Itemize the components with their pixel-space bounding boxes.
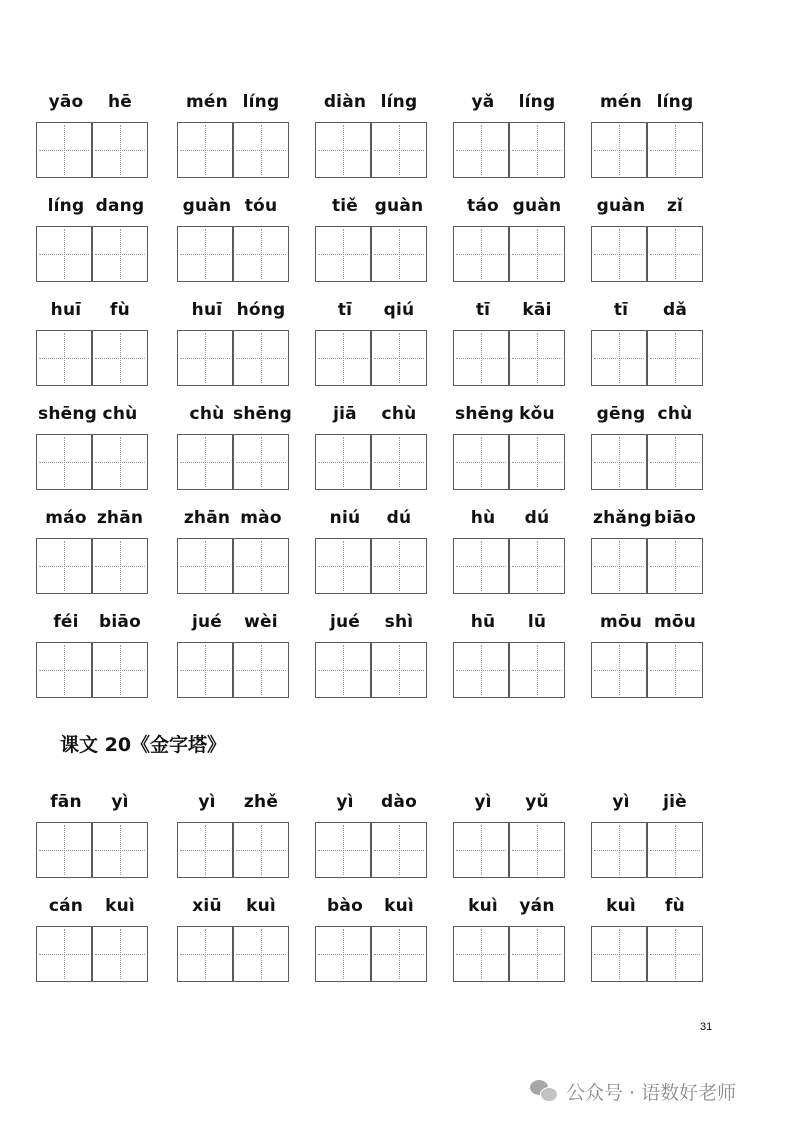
pinyin-syllable: mōu	[599, 612, 643, 632]
writing-box[interactable]	[233, 122, 289, 178]
writing-box[interactable]	[315, 926, 371, 982]
pinyin-syllable: guàn	[512, 196, 562, 216]
watermark	[530, 1076, 736, 1106]
writing-box[interactable]	[647, 330, 703, 386]
pinyin-syllable: yì	[612, 792, 630, 812]
writing-box[interactable]	[591, 122, 647, 178]
pinyin-syllable: cán	[48, 896, 84, 916]
writing-box[interactable]	[647, 434, 703, 490]
pinyin-syllable: biāo	[99, 612, 141, 632]
pinyin-syllable: zhǎng	[593, 508, 652, 528]
writing-box[interactable]	[647, 122, 703, 178]
pinyin-syllable: kuì	[384, 896, 414, 916]
word-cell	[591, 610, 703, 700]
writing-box[interactable]	[453, 642, 509, 698]
writing-box[interactable]	[371, 926, 427, 982]
writing-box[interactable]	[591, 926, 647, 982]
pinyin-syllable: hē	[107, 92, 133, 112]
pinyin-syllable: tiě	[331, 196, 359, 216]
writing-box[interactable]	[92, 822, 148, 878]
pinyin-syllable: líng	[47, 196, 85, 216]
pinyin-syllable: yì	[336, 792, 354, 812]
word-cell	[36, 610, 148, 700]
word-cell	[315, 90, 427, 180]
pinyin-syllable: kǒu	[519, 404, 555, 424]
pinyin-syllable: máo	[45, 508, 87, 528]
writing-box[interactable]	[453, 822, 509, 878]
pinyin-syllable: niú	[329, 508, 361, 528]
pinyin-syllable: dào	[381, 792, 417, 812]
pinyin-syllable: hù	[470, 508, 496, 528]
pinyin-syllable: jué	[191, 612, 223, 632]
pinyin-syllable: yì	[198, 792, 216, 812]
writing-box[interactable]	[177, 822, 233, 878]
pinyin-syllable: líng	[656, 92, 694, 112]
word-cell	[177, 506, 289, 596]
writing-box[interactable]	[371, 122, 427, 178]
word-cell	[591, 506, 703, 596]
writing-box[interactable]	[371, 642, 427, 698]
word-cell	[36, 790, 148, 880]
pinyin-syllable: biāo	[654, 508, 696, 528]
pinyin-syllable: wèi	[244, 612, 278, 632]
watermark-text: 公众号 · 语数好老师	[566, 1081, 737, 1104]
section-title: 课文 20《金字塔》	[60, 734, 227, 756]
word-cell	[315, 194, 427, 284]
writing-box[interactable]	[453, 122, 509, 178]
pinyin-syllable: yāo	[48, 92, 84, 112]
writing-box[interactable]	[453, 434, 509, 490]
writing-box[interactable]	[92, 226, 148, 282]
writing-box[interactable]	[36, 822, 92, 878]
pinyin-syllable: zǐ	[666, 196, 684, 216]
writing-box[interactable]	[371, 330, 427, 386]
pinyin-syllable: féi	[53, 612, 79, 632]
writing-box[interactable]	[92, 642, 148, 698]
word-cell	[591, 894, 703, 984]
pinyin-syllable: yán	[519, 896, 555, 916]
word-cell	[453, 894, 565, 984]
writing-box[interactable]	[509, 434, 565, 490]
pinyin-syllable: guàn	[596, 196, 646, 216]
pinyin-syllable: huī	[191, 300, 223, 320]
writing-box[interactable]	[453, 926, 509, 982]
pinyin-syllable: yì	[111, 792, 129, 812]
word-cell	[315, 790, 427, 880]
writing-box[interactable]	[591, 538, 647, 594]
pinyin-syllable: mén	[600, 92, 642, 112]
pinyin-syllable: xiū	[192, 896, 222, 916]
word-cell	[36, 894, 148, 984]
writing-box[interactable]	[647, 642, 703, 698]
pinyin-syllable: jiā	[333, 404, 357, 424]
pinyin-syllable: guàn	[374, 196, 424, 216]
writing-box[interactable]	[92, 122, 148, 178]
writing-box[interactable]	[453, 538, 509, 594]
pinyin-syllable: kuì	[105, 896, 135, 916]
writing-box[interactable]	[509, 122, 565, 178]
word-cell	[591, 194, 703, 284]
pinyin-syllable: yǔ	[525, 792, 549, 812]
writing-box[interactable]	[509, 538, 565, 594]
pinyin-syllable: líng	[242, 92, 280, 112]
writing-box[interactable]	[647, 538, 703, 594]
pinyin-syllable: yǎ	[471, 92, 495, 112]
pinyin-syllable: zhān	[96, 508, 144, 528]
writing-box[interactable]	[177, 122, 233, 178]
word-cell	[315, 894, 427, 984]
writing-box[interactable]	[233, 642, 289, 698]
pinyin-syllable: chù	[381, 404, 417, 424]
writing-box[interactable]	[36, 330, 92, 386]
writing-box[interactable]	[92, 434, 148, 490]
writing-box[interactable]	[509, 642, 565, 698]
writing-box[interactable]	[36, 226, 92, 282]
word-cell	[36, 298, 148, 388]
word-cell	[591, 90, 703, 180]
pinyin-syllable: fù	[110, 300, 130, 320]
word-cell	[315, 506, 427, 596]
writing-box[interactable]	[233, 330, 289, 386]
writing-box[interactable]	[315, 538, 371, 594]
word-cell	[591, 790, 703, 880]
pinyin-syllable: líng	[518, 92, 556, 112]
writing-box[interactable]	[177, 434, 233, 490]
pinyin-syllable: kuì	[246, 896, 276, 916]
writing-box[interactable]	[371, 538, 427, 594]
pinyin-syllable: kuì	[468, 896, 498, 916]
writing-box[interactable]	[315, 330, 371, 386]
writing-box[interactable]	[315, 642, 371, 698]
word-cell	[591, 298, 703, 388]
writing-box[interactable]	[647, 926, 703, 982]
pinyin-syllable: tī	[475, 300, 491, 320]
pinyin-syllable: shēng	[38, 404, 98, 424]
word-cell	[453, 610, 565, 700]
word-cell	[177, 790, 289, 880]
word-cell	[36, 194, 148, 284]
pinyin-syllable: líng	[380, 92, 418, 112]
writing-box[interactable]	[233, 926, 289, 982]
word-cell	[36, 402, 148, 492]
word-cell	[177, 610, 289, 700]
writing-box[interactable]	[371, 226, 427, 282]
writing-box[interactable]	[509, 926, 565, 982]
writing-box[interactable]	[453, 226, 509, 282]
pinyin-syllable: fān	[50, 792, 82, 812]
writing-box[interactable]	[315, 122, 371, 178]
word-cell	[453, 506, 565, 596]
pinyin-syllable: kāi	[522, 300, 552, 320]
writing-box[interactable]	[36, 434, 92, 490]
pinyin-syllable: zhān	[183, 508, 231, 528]
pinyin-syllable: dǎ	[662, 300, 688, 320]
word-cell	[36, 506, 148, 596]
writing-box[interactable]	[233, 226, 289, 282]
writing-box[interactable]	[36, 642, 92, 698]
pinyin-syllable: huī	[50, 300, 82, 320]
page-number: 31	[700, 1021, 713, 1033]
pinyin-syllable: chù	[102, 404, 138, 424]
pinyin-syllable: jiè	[663, 792, 687, 812]
writing-box[interactable]	[591, 226, 647, 282]
word-cell	[177, 194, 289, 284]
writing-box[interactable]	[315, 822, 371, 878]
pinyin-syllable: kuì	[606, 896, 636, 916]
word-cell	[177, 90, 289, 180]
writing-box[interactable]	[591, 330, 647, 386]
pinyin-syllable: mén	[186, 92, 228, 112]
word-cell	[315, 402, 427, 492]
pinyin-syllable: dang	[95, 196, 145, 216]
writing-box[interactable]	[233, 538, 289, 594]
pinyin-syllable: bào	[327, 896, 363, 916]
pinyin-syllable: táo	[467, 196, 499, 216]
word-cell	[453, 402, 565, 492]
wechat-bubbles-icon	[530, 1080, 558, 1102]
writing-box[interactable]	[177, 926, 233, 982]
writing-box[interactable]	[233, 434, 289, 490]
writing-box[interactable]	[177, 642, 233, 698]
writing-box[interactable]	[92, 538, 148, 594]
writing-box[interactable]	[453, 330, 509, 386]
pinyin-syllable: gēng	[596, 404, 646, 424]
pinyin-syllable: hū	[470, 612, 496, 632]
pinyin-syllable: qiú	[383, 300, 415, 320]
word-cell	[177, 402, 293, 492]
writing-box[interactable]	[591, 822, 647, 878]
writing-box[interactable]	[177, 226, 233, 282]
word-cell	[453, 790, 565, 880]
writing-box[interactable]	[92, 330, 148, 386]
writing-box[interactable]	[177, 538, 233, 594]
pinyin-syllable: mào	[240, 508, 282, 528]
writing-box[interactable]	[591, 642, 647, 698]
writing-box[interactable]	[509, 330, 565, 386]
pinyin-syllable: shì	[384, 612, 414, 632]
word-cell	[591, 402, 703, 492]
pinyin-syllable: shēng	[455, 404, 515, 424]
word-cell	[177, 894, 289, 984]
writing-box[interactable]	[591, 434, 647, 490]
writing-box[interactable]	[36, 122, 92, 178]
pinyin-syllable: dú	[524, 508, 550, 528]
pinyin-syllable: tī	[337, 300, 353, 320]
writing-box[interactable]	[371, 822, 427, 878]
writing-box[interactable]	[647, 226, 703, 282]
writing-box[interactable]	[315, 226, 371, 282]
pinyin-syllable: shēng	[233, 404, 293, 424]
pinyin-syllable: tī	[613, 300, 629, 320]
writing-box[interactable]	[233, 822, 289, 878]
writing-box[interactable]	[92, 926, 148, 982]
writing-box[interactable]	[647, 822, 703, 878]
pinyin-syllable: zhě	[243, 792, 279, 812]
pinyin-syllable: guàn	[182, 196, 232, 216]
word-cell	[315, 298, 427, 388]
pinyin-syllable: fù	[665, 896, 685, 916]
pinyin-syllable: chù	[657, 404, 693, 424]
pinyin-syllable: yì	[474, 792, 492, 812]
word-cell	[36, 90, 148, 180]
word-cell	[315, 610, 427, 700]
writing-box[interactable]	[371, 434, 427, 490]
word-cell	[453, 298, 565, 388]
pinyin-syllable: dú	[386, 508, 412, 528]
writing-box[interactable]	[36, 538, 92, 594]
pinyin-syllable: diàn	[323, 92, 367, 112]
word-cell	[453, 194, 565, 284]
pinyin-syllable: chù	[189, 404, 225, 424]
word-cell	[453, 90, 565, 180]
writing-box[interactable]	[36, 926, 92, 982]
pinyin-syllable: mōu	[653, 612, 697, 632]
pinyin-syllable: jué	[329, 612, 361, 632]
pinyin-syllable: lū	[527, 612, 547, 632]
writing-box[interactable]	[509, 822, 565, 878]
writing-box[interactable]	[315, 434, 371, 490]
writing-box[interactable]	[509, 226, 565, 282]
word-cell	[177, 298, 289, 388]
pinyin-syllable: hóng	[236, 300, 286, 320]
pinyin-syllable: tóu	[244, 196, 278, 216]
writing-box[interactable]	[177, 330, 233, 386]
